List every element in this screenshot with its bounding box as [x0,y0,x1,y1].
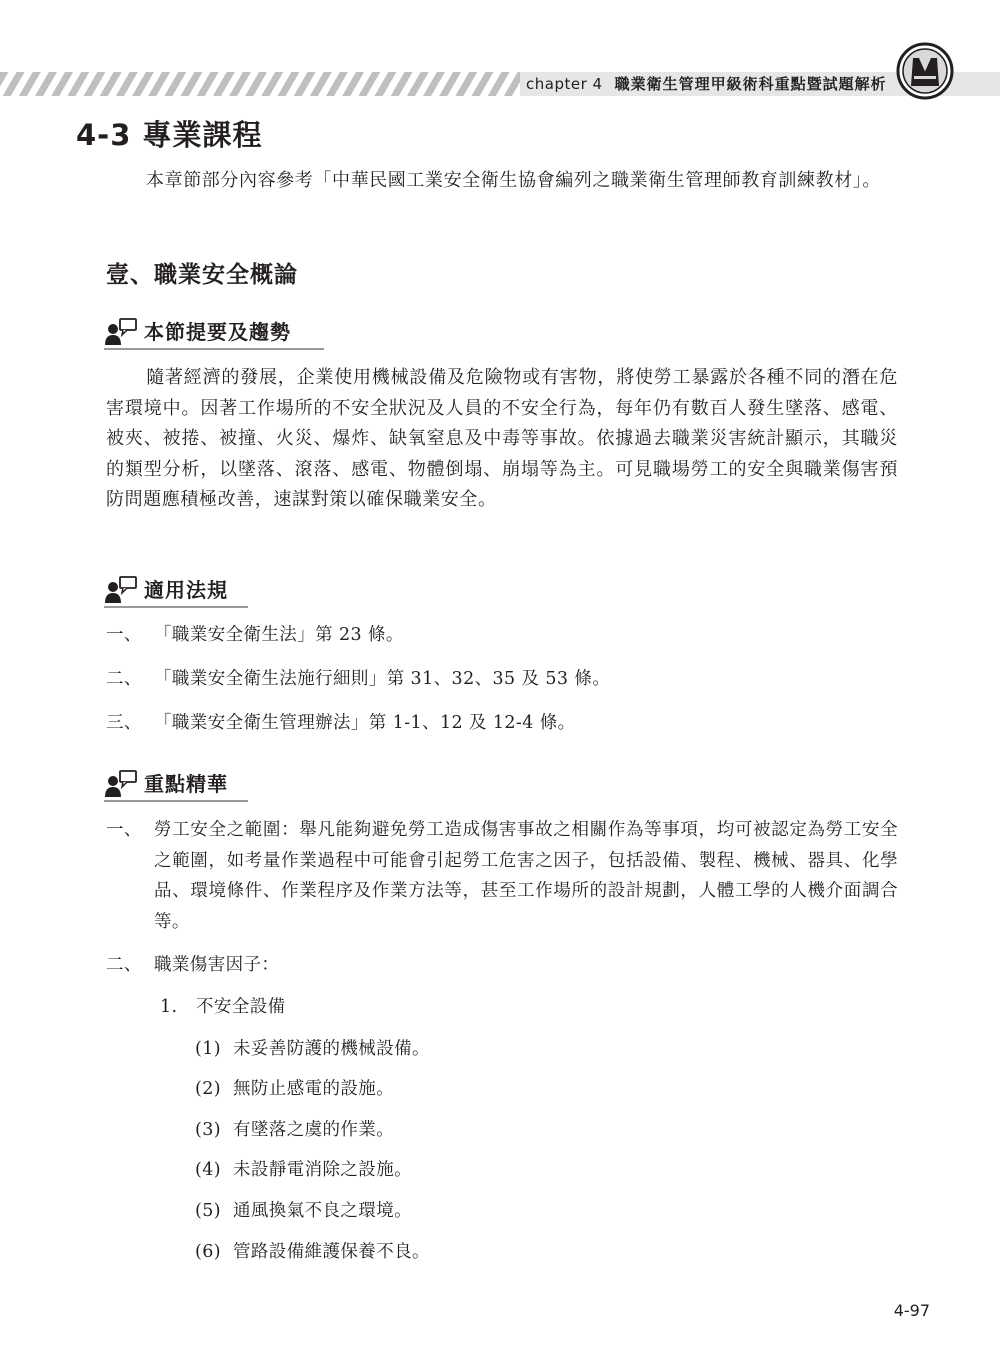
sub-item-1 [160,995,286,1019]
summary-text: 隨著經濟的發展，企業使用機械設備及危險物或有害物，將使勞工暴露於各種不同的潛在危害環境中。因著工作場所的不安全狀況及人員的不安全行為，每年仍有數百人發生墜落、感電、被夾、被捲、被撞、火災、爆炸、缺氧窒息及中毒等事故。依據過去職業災害統計顯示，其職災的類型分析，以墜落、滾落、感電、物體倒塌、崩塌等為主。可見職場勞工的安全與職業傷害預防問題應積極改善，速謀對策以確保職業安全。 [106,367,898,510]
hazard-point-number: (1) [195,1039,221,1059]
subsection-summary-heading [104,314,324,350]
part-title: 壹、職業安全概論 [106,262,298,288]
sub-item-text: 不安全設備 [196,997,286,1017]
subsection-keypoints-heading [104,766,248,802]
subsection-summary-title: 本節提要及趨勢 [144,320,291,344]
section-title: 4-3 專業課程 [76,118,263,152]
hazard-point-text: 通風換氣不良之環境。 [233,1201,412,1221]
hazard-point-text: 無防止感電的設施。 [233,1079,395,1099]
law-item-text: 「職業安全衛生法」第 23 條。 [154,625,404,645]
hazard-point-number: (2) [195,1079,221,1099]
intro-text: 本章節部分內容參考「中華民國工業安全衛生協會編列之職業衛生管理師教育訓練教材」。 [146,170,881,191]
law-item-text: 「職業安全衛生法施行細則」第 31、32、35 及 53 條。 [154,669,611,689]
law-item-number: 二、 [106,669,142,689]
law-item-number: 一、 [106,625,142,645]
subsection-keypoints-title: 重點精華 [144,772,228,796]
heading-underline [104,348,324,350]
sub-item-number: 1. [160,997,178,1017]
discussion-icon [104,318,138,346]
hazard-point-number: (5) [195,1201,221,1221]
hazard-point [195,1158,412,1182]
page-number: 4-97 [893,1301,930,1320]
hazard-point [195,1077,394,1101]
header-stripes [0,72,520,96]
subsection-laws-heading [104,572,248,608]
keypoint-item-text: 勞工安全之範圍：舉凡能夠避免勞工造成傷害事故之相關作為等事項，均可被認定為勞工安全之範圍，如考量作業過程中可能會引起勞工危害之因子，包括設備、製程、機械、器具、化學品、環境條件、作業程序及作業方法等，甚至工作場所的設計規劃，人體工學的人機介面調合等。 [154,820,898,932]
keypoint-item-1 [106,815,898,937]
law-item [106,623,404,647]
heading-underline [104,800,248,802]
hazard-point-text: 未設靜電消除之設施。 [233,1160,412,1180]
header-chapter: chapter 4 [526,75,603,93]
hazard-point [195,1199,412,1223]
hazard-point-text: 有墜落之虞的作業。 [233,1120,395,1140]
safety-vest-icon [896,42,954,100]
header-title: 職業衛生管理甲級術科重點暨試題解析 [614,75,887,93]
hazard-point-text: 未妥善防護的機械設備。 [233,1039,430,1059]
hazard-point-number: (3) [195,1120,221,1140]
law-item [106,667,610,691]
hazard-point [195,1240,430,1264]
summary-paragraph [106,363,898,516]
heading-underline [104,606,248,608]
running-header [526,73,887,95]
law-item-text: 「職業安全衛生管理辦法」第 1-1、12 及 12-4 條。 [154,713,576,733]
keypoint-item-number: 二、 [106,955,142,975]
hazard-point [195,1118,394,1142]
subsection-laws-title: 適用法規 [144,578,228,602]
hazard-point-number: (6) [195,1242,221,1262]
intro-paragraph [106,166,898,197]
hazard-point-number: (4) [195,1160,221,1180]
discussion-icon [104,576,138,604]
law-item [106,711,576,735]
law-item-number: 三、 [106,713,142,733]
hazard-point [195,1037,430,1061]
keypoint-item-2 [106,953,279,977]
keypoint-item-number: 一、 [106,820,142,840]
hazard-point-text: 管路設備維護保養不良。 [233,1242,430,1262]
keypoint-item-text: 職業傷害因子： [154,955,280,975]
discussion-icon [104,770,138,798]
